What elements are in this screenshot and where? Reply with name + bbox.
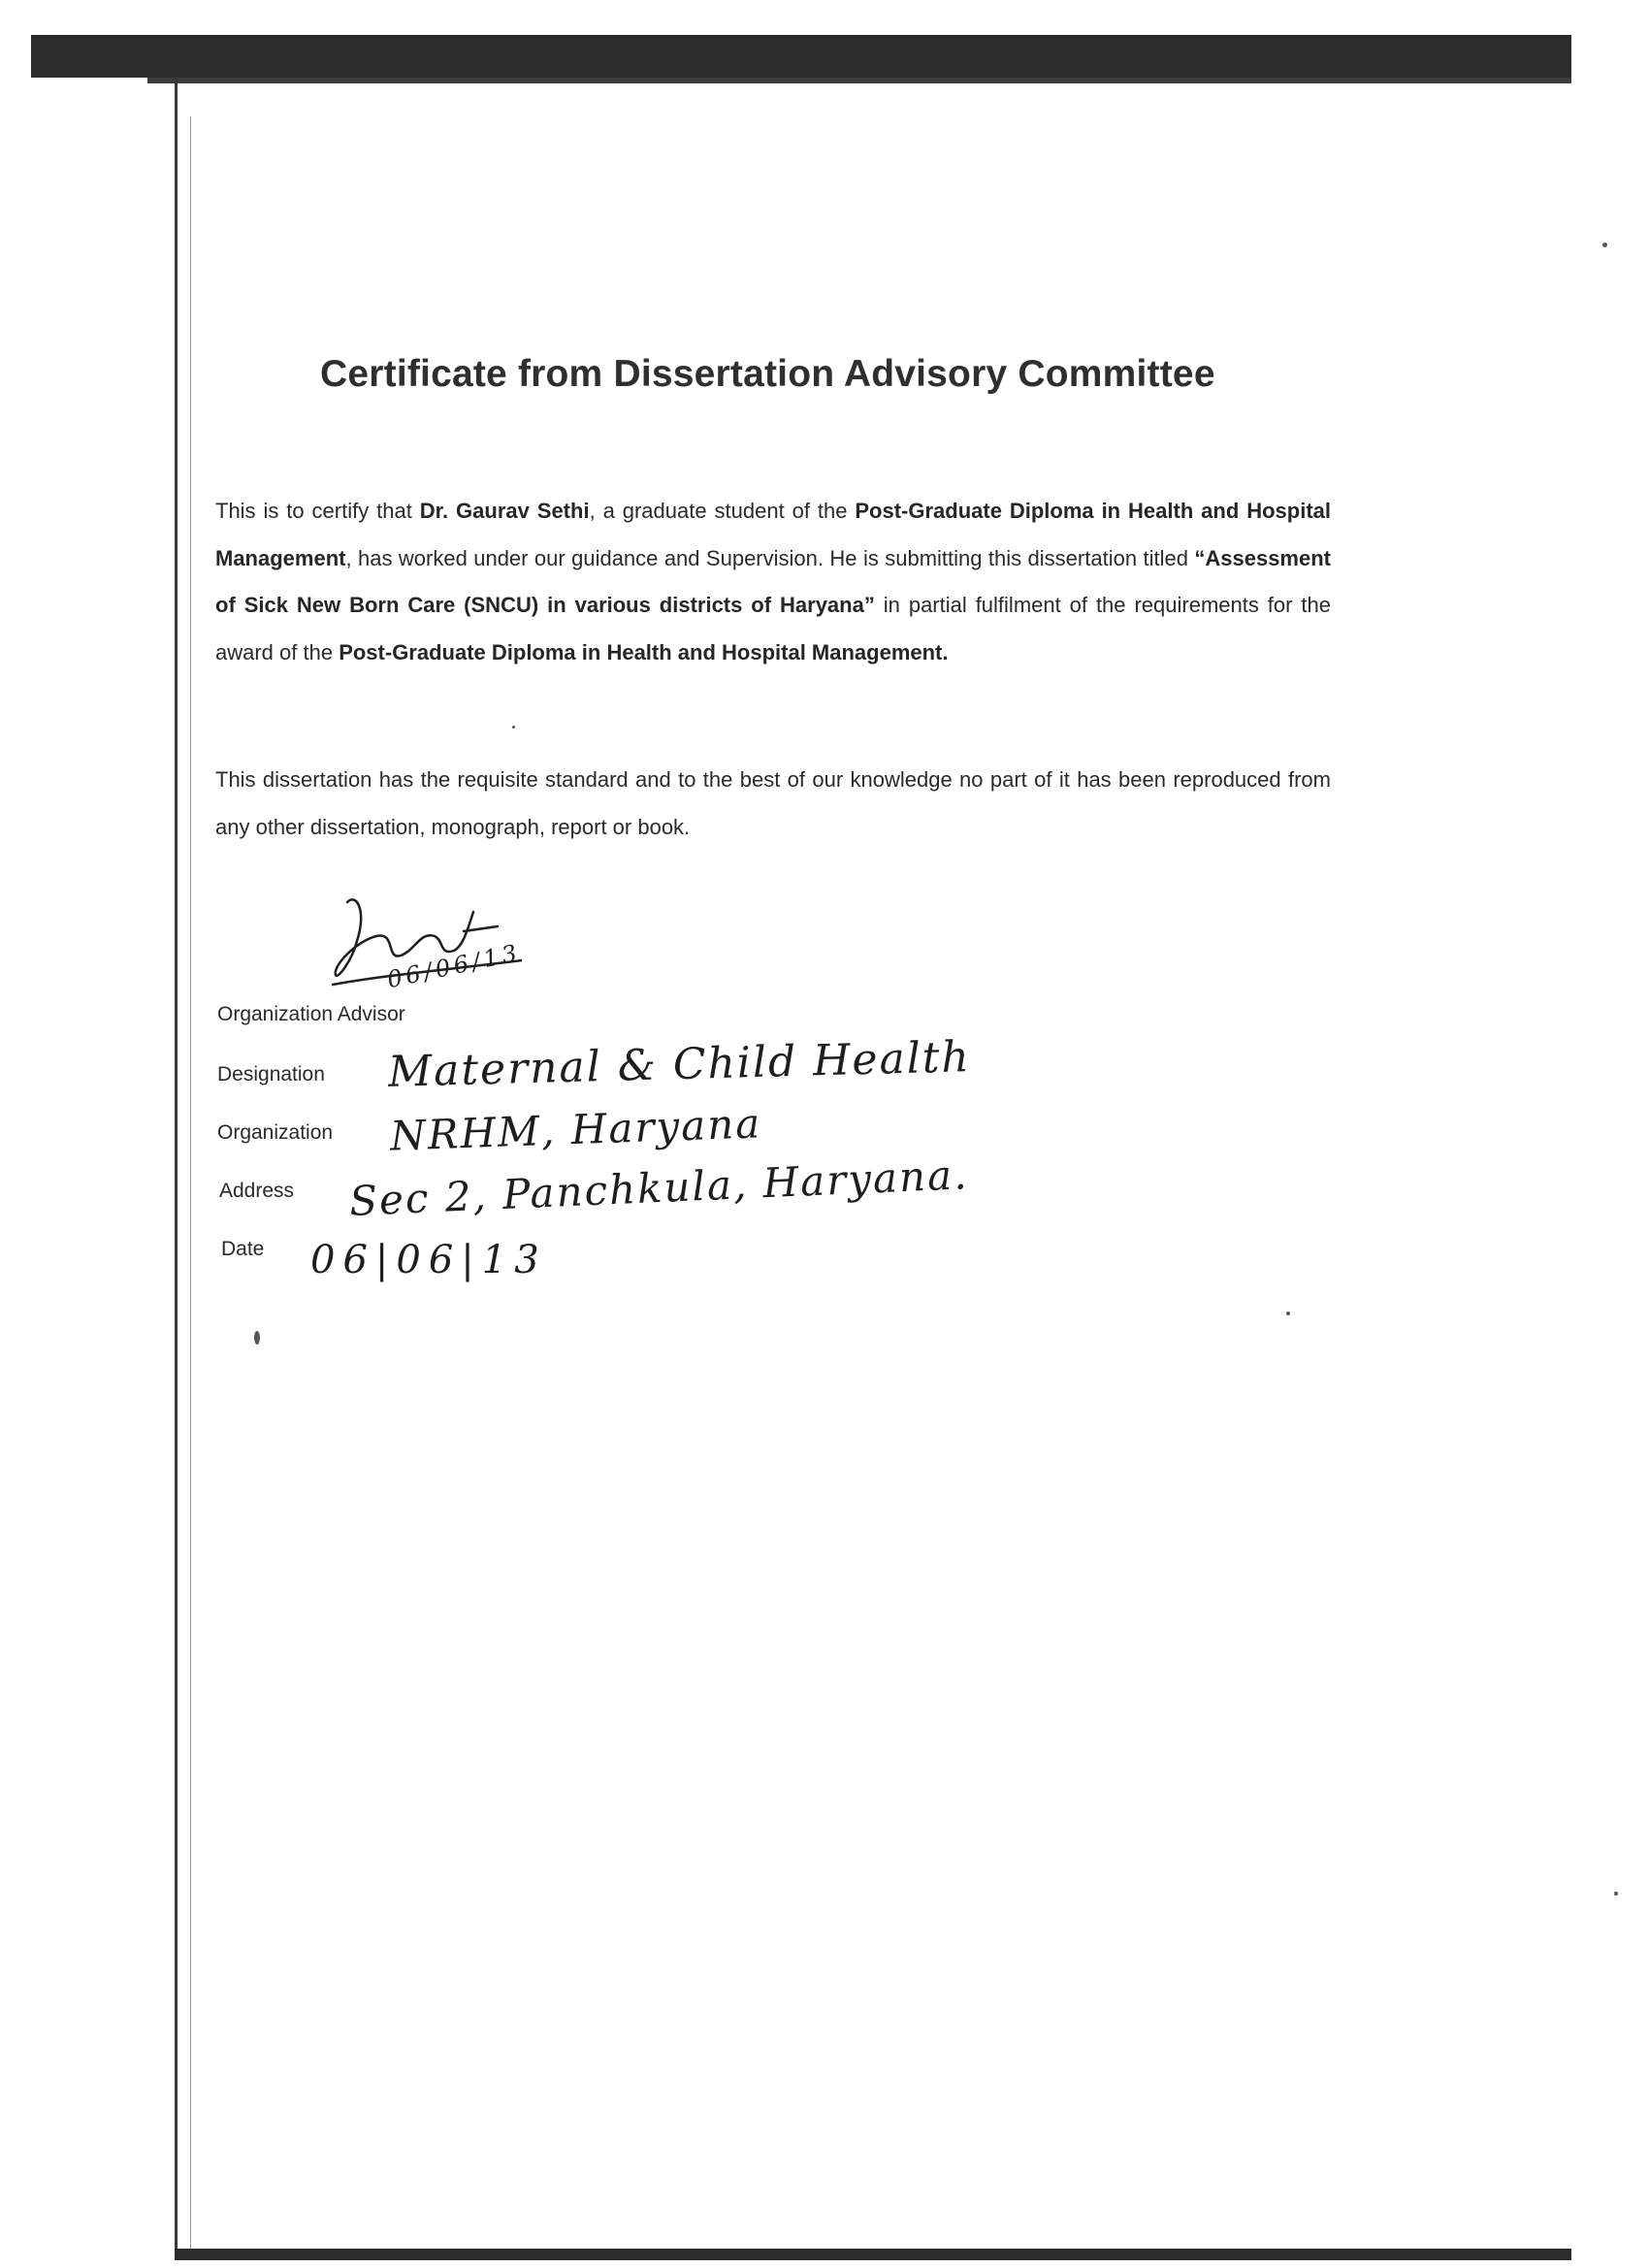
scan-border-left-inner <box>190 116 191 2251</box>
scan-border-left <box>175 78 178 2249</box>
para1-text-3: , has worked under our guidance and Supervision. He is submitting this dissertation titled <box>345 545 1195 570</box>
scan-speck <box>512 726 515 729</box>
scan-border-bottom <box>175 2249 1571 2260</box>
label-designation: Designation <box>217 1063 325 1085</box>
page-title: Certificate from Dissertation Advisory Committee <box>320 353 1215 395</box>
student-name: Dr. Gaurav Sethi <box>419 499 590 523</box>
handwritten-organization: NRHM, Haryana <box>389 1099 763 1160</box>
signature-date: 06/06/13 <box>384 938 524 994</box>
para1-text-2: , a graduate student of the <box>589 499 856 523</box>
certification-paragraph <box>215 488 1331 676</box>
scan-speck <box>1286 1312 1290 1315</box>
handwritten-designation: Maternal & Child Health <box>387 1032 972 1097</box>
label-organization: Organization <box>217 1121 334 1144</box>
label-address: Address <box>219 1180 295 1202</box>
dissertation-title: “Assessment of Sick New Born Care (SNCU) in various districts of Haryana” <box>215 545 1331 617</box>
scan-speck <box>254 1331 260 1345</box>
scan-border-top <box>31 35 1571 78</box>
handwritten-date: 06|06|13 <box>310 1238 547 1282</box>
scan-speck <box>1602 243 1607 247</box>
program-name-2: Post-Graduate Diploma in Health and Hospital Management. <box>339 639 949 664</box>
para1-text-1: This is to certify that <box>215 499 420 523</box>
label-organization-advisor: Organization Advisor <box>217 1003 405 1025</box>
handwritten-address: Sec 2, Panchkula, Haryana. <box>348 1150 970 1225</box>
standard-paragraph: This dissertation has the requisite standard and to the best of our knowledge no part of it has been reproduced from any other dissertation, monograph, report or book. <box>215 767 1331 839</box>
program-name: Post-Graduate Diploma in Health and Hospital Management <box>215 499 1331 570</box>
label-date: Date <box>221 1238 265 1260</box>
scan-speck <box>1614 1892 1618 1895</box>
para1-text-4: in partial fulfilment of the requirements for the award of the <box>215 593 1331 664</box>
